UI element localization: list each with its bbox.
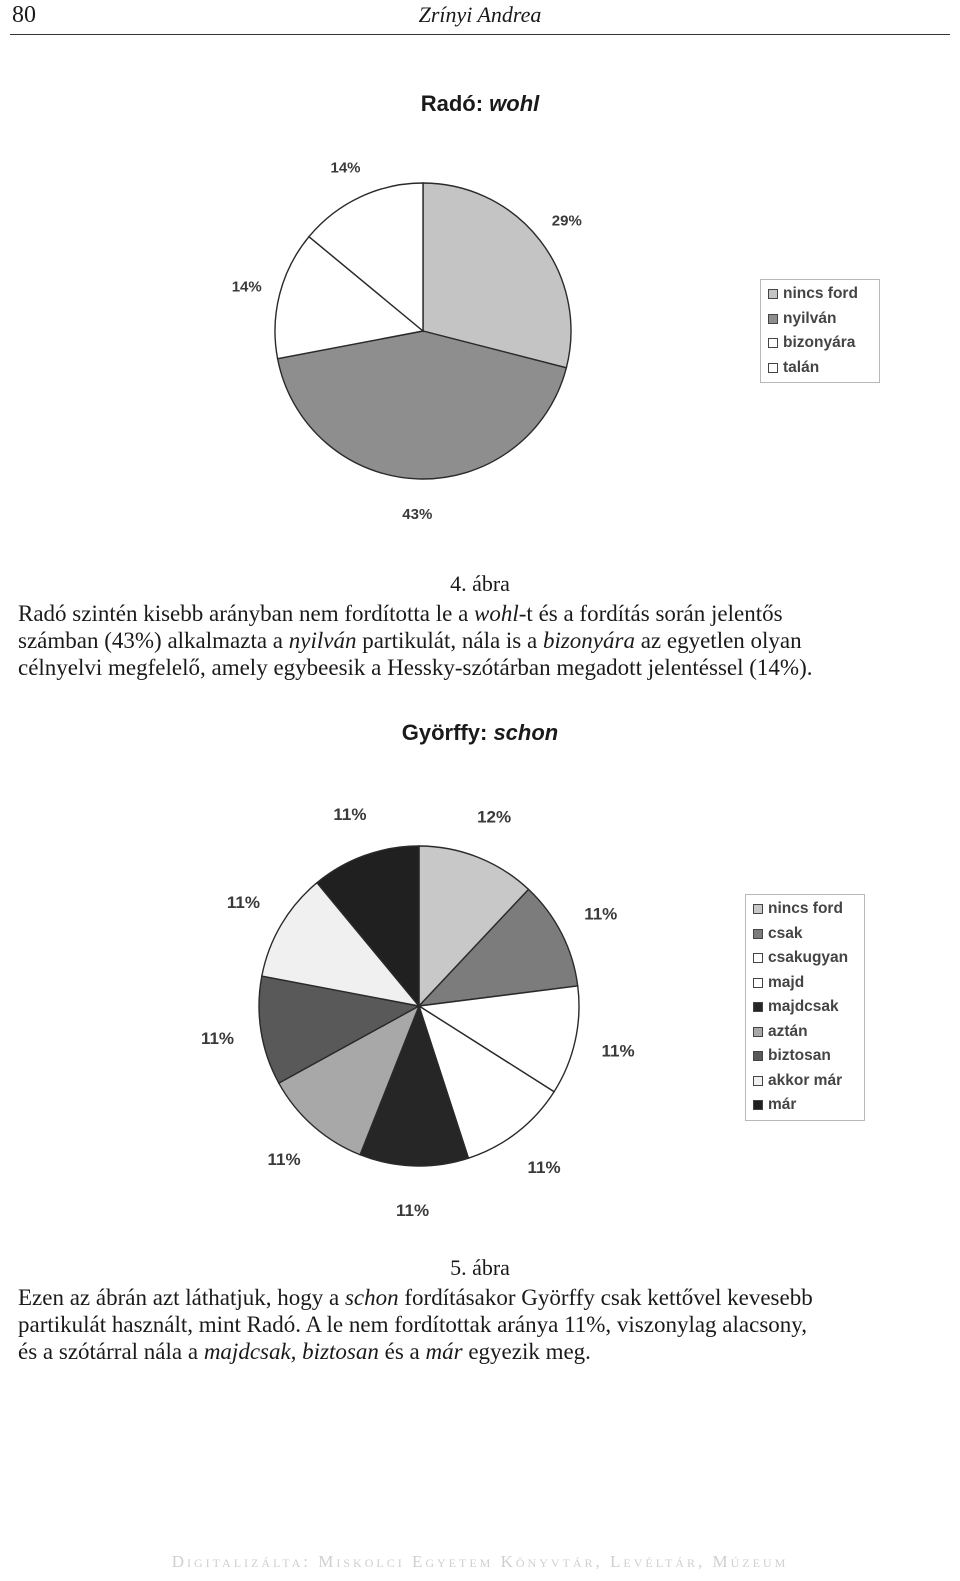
paragraph-1-line-2 — [18, 627, 953, 654]
figure5-legend-item-csak — [753, 922, 856, 947]
figure4-data-label-nyilv-n: 43% — [402, 505, 433, 523]
figure5-title-prefix: Györffy: — [401, 720, 494, 745]
figure5-legend — [745, 894, 865, 1121]
figure5-legend-item-majd — [753, 971, 856, 996]
figure5-caption: 5. ábra — [450, 1255, 510, 1280]
paragraph-2-line-2: partikulát használt, mint Radó. A le nem fordítottak aránya 11%, viszonylag alacsony, — [18, 1312, 808, 1337]
text-span: és a — [378, 1339, 426, 1364]
figure4-data-label-bizony-ra: 14% — [231, 278, 262, 296]
figure4-legend-label: bizonyára — [783, 334, 856, 352]
figure5-legend-swatch — [753, 1027, 763, 1037]
figure4-data-label-nincs-ford: 29% — [551, 212, 582, 230]
figure5-legend-swatch — [753, 929, 763, 939]
figure4-legend-swatch — [768, 338, 778, 348]
running-header-author: Zrínyi Andrea — [418, 2, 542, 27]
figure5-legend-item-majdcsak — [753, 995, 856, 1020]
digitization-footer: Digitalizálta: Miskolci Egyetem Könyvtár, Levéltár, Múzeum — [171, 1552, 789, 1571]
figure5-legend-label: majdcsak — [768, 998, 839, 1016]
figure5-legend-item-nincs-ford — [753, 897, 856, 922]
figure5-legend-item-akkor-m-r — [753, 1069, 856, 1094]
page-number: 80 — [12, 2, 36, 28]
text-span: egyezik meg. — [462, 1339, 591, 1364]
figure5-data-label-nincs-ford: 12% — [477, 807, 512, 827]
figure5-title — [0, 720, 960, 746]
text-span-italic: majdcsak, biztosan — [203, 1339, 379, 1364]
figure5-data-label-biztosan: 11% — [200, 1028, 235, 1048]
figure4-legend-item-nincs-ford — [768, 282, 871, 307]
figure5-legend-swatch — [753, 1002, 763, 1012]
figure5-legend-item-azt-n — [753, 1020, 856, 1045]
figure5-legend-swatch — [753, 953, 763, 963]
figure4-legend-item-tal-n — [768, 356, 871, 381]
figure5-legend-label: biztosan — [768, 1047, 831, 1065]
text-span-italic: schon — [344, 1285, 399, 1310]
text-span: partikulát, nála is a — [356, 628, 543, 653]
figure4-title-prefix: Radó: — [420, 91, 490, 116]
paragraph-2 — [18, 1284, 958, 1365]
figure5-legend-item-csakugyan — [753, 946, 856, 971]
figure5-data-label-m-r: 11% — [333, 805, 367, 825]
text-span: -t és a fordítás során jelentős — [518, 601, 783, 626]
text-span: Radó szintén kisebb arányban nem fordította le a — [18, 601, 475, 626]
figure5-legend-swatch — [753, 1076, 763, 1086]
figure5-legend-label: nincs ford — [768, 900, 843, 918]
figure5-data-label-csak: 11% — [584, 904, 618, 924]
paragraph-2-line-1 — [18, 1284, 958, 1311]
figure5-data-label-akkor-m-r: 11% — [226, 893, 260, 913]
text-span: és a szótárral nála a — [18, 1339, 204, 1364]
text-span: az egyetlen olyan — [634, 628, 802, 653]
paragraph-1 — [18, 600, 953, 681]
paragraph-1-line-3: célnyelvi megfelelő, amely egybeesik a Hessky-szótárban megadott jelentéssel (14%). — [18, 655, 813, 680]
figure5-legend-label: csakugyan — [768, 949, 849, 967]
text-span-italic: nyilván — [288, 628, 357, 653]
text-span: fordításakor Györffy csak kettővel kevesebb — [398, 1285, 813, 1310]
figure5-data-label-csakugyan: 11% — [601, 1041, 635, 1061]
figure5-data-label-majd: 11% — [527, 1158, 561, 1178]
figure4-legend-label: talán — [783, 358, 820, 376]
figure5-data-label-majdcsak: 11% — [396, 1200, 430, 1220]
paragraph-2-line-3 — [18, 1338, 958, 1365]
figure5-legend-item-m-r — [753, 1093, 856, 1118]
figure5-legend-item-biztosan — [753, 1044, 856, 1069]
figure5-legend-swatch — [753, 904, 763, 914]
figure4-legend-swatch — [768, 314, 778, 324]
figure4-legend-swatch — [768, 289, 778, 299]
figure5-legend-label: akkor már — [768, 1071, 843, 1089]
figure4-legend-swatch — [768, 363, 778, 373]
figure4-legend-item-nyilv-n — [768, 307, 871, 332]
figure5-legend-label: aztán — [768, 1022, 808, 1040]
figure4-legend-item-bizony-ra — [768, 331, 871, 356]
figure4-legend-label: nincs ford — [783, 285, 858, 303]
figure5-title-italic: schon — [493, 720, 559, 745]
figure4-title — [0, 91, 960, 117]
text-span: számban (43%) alkalmazta a — [18, 628, 289, 653]
figure4-caption: 4. ábra — [450, 571, 510, 596]
figure5-data-label-azt-n: 11% — [267, 1150, 301, 1170]
header-rule — [10, 34, 950, 35]
figure5-legend-label: csak — [768, 924, 803, 942]
text-span-italic: bizonyára — [542, 628, 635, 653]
text-span: Ezen az ábrán azt láthatjuk, hogy a — [18, 1285, 345, 1310]
figure4-title-italic: wohl — [489, 91, 540, 116]
figure5-legend-label: majd — [768, 973, 805, 991]
figure4-data-label-tal-n: 14% — [330, 159, 361, 177]
figure5-legend-swatch — [753, 978, 763, 988]
figure5-legend-swatch — [753, 1051, 763, 1061]
text-span-italic: már — [425, 1339, 463, 1364]
figure4-legend — [760, 279, 880, 383]
figure4-legend-label: nyilván — [783, 309, 837, 327]
figure5-legend-swatch — [753, 1100, 763, 1110]
paragraph-1-line-1 — [18, 600, 953, 627]
figure5-legend-label: már — [768, 1096, 797, 1114]
text-span-italic: wohl — [474, 601, 519, 626]
